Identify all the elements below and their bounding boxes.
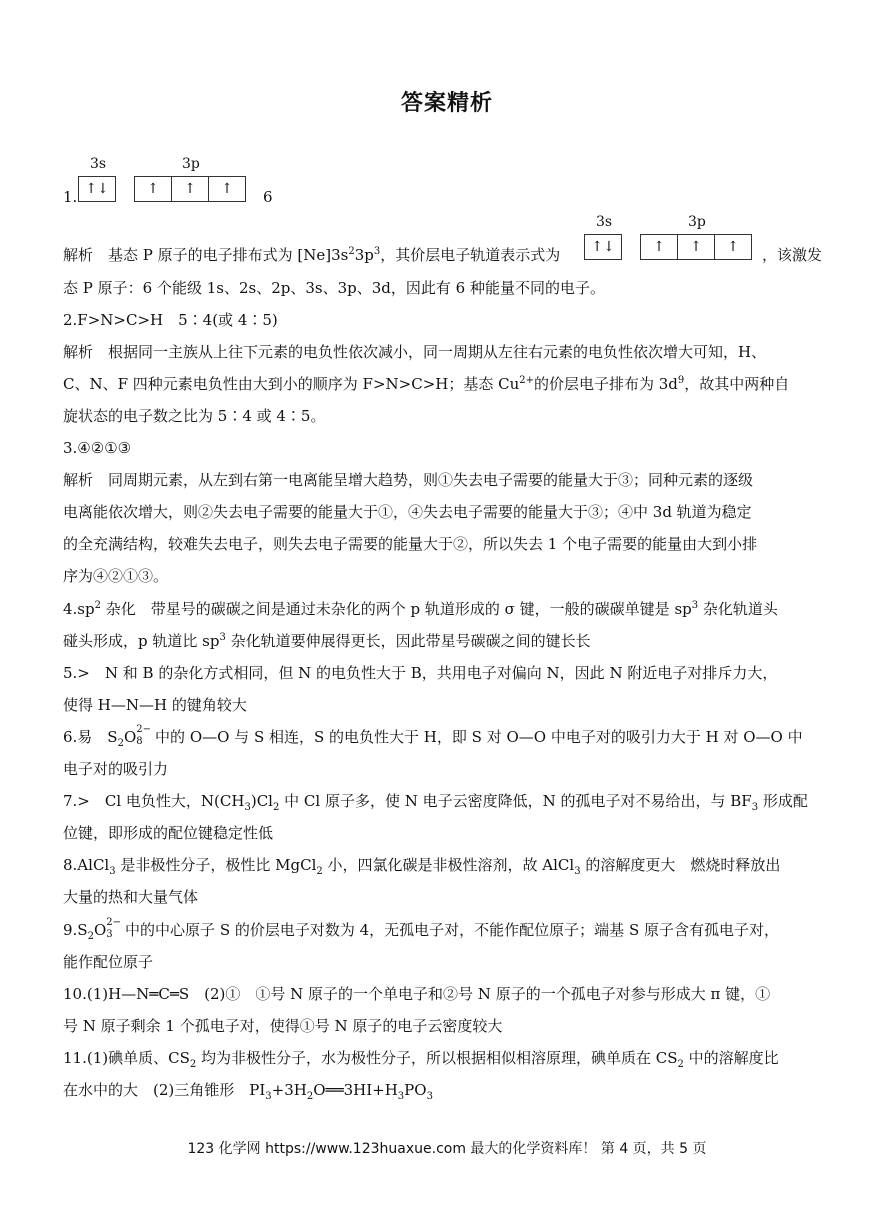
- orbital-3s-cell: ↑↓: [85, 181, 109, 197]
- q9-line1: $9.S_2O$ 2− 3 中的中心原子 S 的价层电子对数为 4，无孤电子对，不能作配位原子；端基 S 原子含有孤电子对，: [63, 917, 779, 942]
- q1-explanation-line2: 态 P 原子：6 个能级 1s、2s、2p、3s、3p、3d，因此有 6 种能量不同的电子。: [63, 279, 605, 297]
- q8-line2: 大量的热和大量气体: [63, 888, 199, 906]
- orbital-3s-label: 3s: [90, 156, 107, 172]
- q3-explanation-line4: 序为④②①③。: [63, 567, 169, 585]
- orbital-3p-cell: ↑: [172, 177, 209, 201]
- orbital-3s-label: 3s: [596, 214, 613, 230]
- q4-line2: 碰头形成，p 轨道比 $sp^3$ 杂化轨道要伸展得更长，因此带星号碳碳之间的键长长: [63, 632, 591, 650]
- orbital-3p-label: 3p: [688, 214, 706, 230]
- q2-explanation-line3: 旋状态的电子数之比为 5∶4 或 4∶5。: [63, 407, 326, 425]
- q2-explanation-line1: 解析 根据同一主族从上往下元素的电负性依次减小，同一周期从左往右元素的电负性依次增大可知，H、: [63, 343, 767, 361]
- q2-answer: 2.F>N>C>H 5∶4(或 4∶5): [63, 311, 278, 329]
- orbital-3p-cell: ↑: [221, 181, 233, 197]
- q3-explanation-line3: 的全充满结构，较难失去电子，则失去电子需要的能量大于②，所以失去 1 个电子需要的能量由大到小排: [63, 535, 758, 553]
- q1-explanation-line1-end: ，该激发: [762, 246, 823, 264]
- q1-explanation-line1: 解析 基态 P 原子的电子排布式为 $[Ne]3s^23p^3$，其价层电子轨道表示式为: [63, 246, 561, 264]
- q9-line2: 能作配位原子: [63, 953, 154, 971]
- orbital-3p-box: [640, 234, 752, 260]
- orbital-diagram-q1-explanation: [584, 214, 754, 262]
- q3-answer: 3.④②①③: [63, 439, 132, 457]
- q1-answer: 6: [263, 188, 273, 206]
- orbital-3p-label: 3p: [182, 156, 200, 172]
- q7-line2: 位键，即形成的配位键稳定性低: [63, 824, 274, 842]
- orbital-diagram-q1: [78, 156, 248, 204]
- q8-line1: 8.AlCl$_3$ 是非极性分子，极性比 MgCl$_2$ 小，四氯化碳是非极性溶剂，故 AlCl$_3$ 的溶解度更大 燃烧时释放出: [63, 856, 781, 877]
- orbital-3p-box: [134, 176, 246, 202]
- q11-line2: 在水中的大 (2)三角锥形 $PI_3+3H_2O══3HI+H_3PO_3$: [63, 1081, 433, 1102]
- q6-line1: 6.易 $S_2O$ 2− 8 中的 O—O 与 S 相连，S 的电负性大于 H，即 S 对 O—O 中电子对的吸引力大于 H 对 O—O 中: [63, 724, 803, 749]
- q5-line2: 使得 H—N—H 的键角较大: [63, 696, 247, 714]
- q5-line1: 5.> N 和 B 的杂化方式相同，但 N 的电负性大于 B，共用电子对偏向 N，因此 N 附近电子对排斥力大，: [63, 664, 778, 682]
- orbital-3p-cell: ↑: [641, 235, 678, 259]
- q3-explanation-line1: 解析 同周期元素，从左到右第一电离能呈增大趋势，则①失去电子需要的能量大于③；同种元素的逐级: [63, 471, 754, 489]
- q10-line2: 号 N 原子剩余 1 个孤电子对，使得①号 N 原子的电子云密度较大: [63, 1017, 503, 1035]
- page-footer: 123 化学网 https://www.123huaxue.com 最大的化学资料库！ 第 4 页，共 5 页: [187, 1141, 707, 1157]
- page-title: 答案精析: [400, 91, 493, 116]
- q4-line1: $4.sp^2$ 杂化 带星号的碳碳之间是通过未杂化的两个 p 轨道形成的 σ 键，一般的碳碳单键是 $sp^3$ 杂化轨道头: [63, 600, 778, 618]
- orbital-3p-cell: ↑: [727, 239, 739, 255]
- orbital-3s-box: [78, 176, 116, 202]
- q6-line2: 电子对的吸引力: [63, 760, 169, 778]
- orbital-3s-cell: ↑↓: [591, 239, 615, 255]
- q1-number: 1.: [63, 188, 78, 206]
- orbital-3p-cell: ↑: [135, 177, 172, 201]
- orbital-3p-cell: ↑: [678, 235, 715, 259]
- q7-line1: 7.> Cl 电负性大，$N(CH_3)Cl_2$ 中 Cl 原子多，使 N 电子云密度降低，N 的孤电子对不易给出，与 $BF_3$ 形成配: [63, 792, 808, 813]
- orbital-3s-box: [584, 234, 622, 260]
- q3-explanation-line2: 电离能依次增大，则②失去电子需要的能量大于①，④失去电子需要的能量大于③；④中 3d 轨道为稳定: [63, 503, 752, 521]
- q11-line1: 11.(1)碘单质、$CS_2$ 均为非极性分子，水为极性分子，所以根据相似相溶原理，碘单质在 $CS_2$ 中的溶解度比: [63, 1049, 779, 1070]
- q2-explanation-line2: C、N、F 四种元素电负性由大到小的顺序为 F>N>C>H；基态 $Cu^{2+}$的价层电子排布为 $3d^9$，故其中两种自: [63, 375, 790, 393]
- q10-line1: 10.(1)H—N═C═S (2)① ①号 N 原子的一个单电子和②号 N 原子的一个孤电子对参与形成大 π 键，①: [63, 985, 771, 1003]
